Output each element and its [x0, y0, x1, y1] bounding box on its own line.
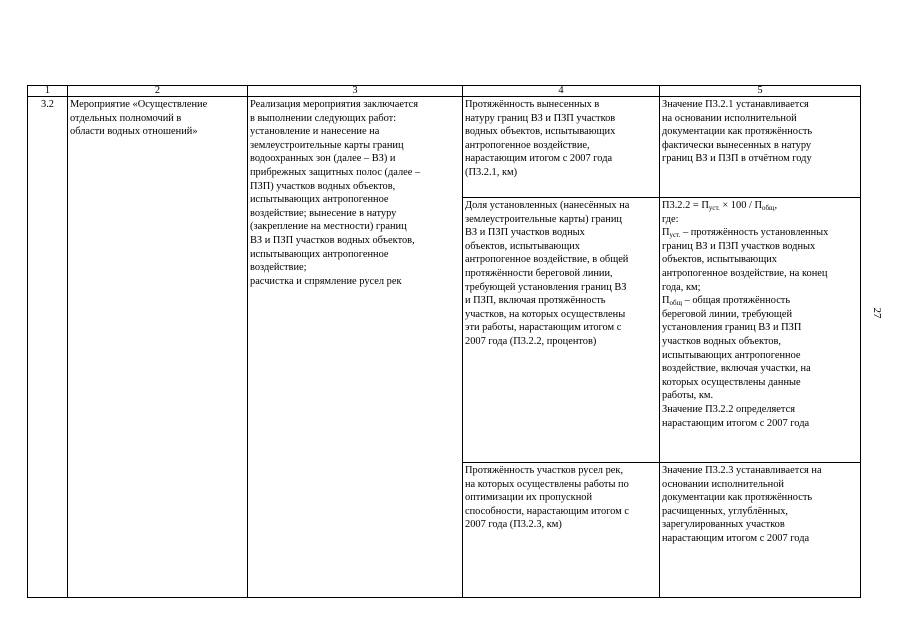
indicator-method: Значение П3.2.3 устанавливается на основании исполнительной документации как протяжённость расчищенных, углублённых, зарегулированных участков нарастающим итогом с 2007 года [662, 465, 822, 544]
implementation-text: Реализация мероприятия заключается в выполнении следующих работ: установление и нанесение на землеустроительные карты границ водоохранных зон (далее – ВЗ) и прибрежных защитных полос (далее – ПЗП) участков водных объектов, испытывающих антропогенное воздействие; вынесение в натуру (закрепление на местности) границ ВЗ и ПЗП участков водных объектов, испытывающих антропогенное воздействие; расчистка и спрямление русел рек [250, 99, 421, 287]
definition-text: – протяжённость установленных границ ВЗ и ПЗП участков водных объектов, испытывающих антропогенное воздействие, на конец года, км; [662, 227, 829, 293]
definition-subscript: общ [669, 299, 682, 308]
formula-part: , [774, 200, 778, 211]
indicator-name-cell [463, 463, 660, 598]
indicator-name-cell [463, 97, 660, 198]
formula-where: где: [662, 213, 679, 225]
indicator-method-cell [660, 463, 861, 598]
formula [662, 199, 858, 213]
column-number: 2 [68, 86, 248, 97]
column-number: 1 [28, 86, 68, 97]
indicator-name: Протяжённость участков русел рек, на которых осуществлены работы по оптимизации их пропускной способности, нарастающим итогом с 2007 года (П3.2.3, км) [465, 465, 629, 531]
indicator-name: Доля установленных (нанесённых на землеустроительные карты) границ ВЗ и ПЗП участков водных объектов, испытывающих антропогенное воздействие, в общей протяжённости береговой линии, требующей установления границ ВЗ и ПЗП, включая протяжённость участков, на которых осуществлены эти работы, нарастающим итогом с 2007 года (П3.2.2, процентов) [465, 200, 630, 347]
formula-subscript: уст. [708, 204, 720, 212]
column-number: 3 [248, 86, 463, 97]
indicator-method: Значение П3.2.1 устанавливается на основании исполнительной документации как протяжённость фактически вынесенных в натуру границ ВЗ и ПЗП в отчётном году [662, 99, 813, 165]
formula-definition [662, 226, 858, 294]
row-number: 3.2 [41, 99, 54, 110]
indicators-table [27, 85, 861, 598]
row-number-cell [28, 97, 68, 598]
implementation-cell [248, 97, 463, 598]
column-number: 5 [660, 86, 861, 97]
activity-cell [68, 97, 248, 598]
column-number: 4 [463, 86, 660, 97]
formula-part: × 100 / П [719, 200, 762, 211]
column-number-row [28, 86, 861, 97]
indicator-note: Значение П3.2.2 определяется нарастающим итогом с 2007 года [662, 403, 810, 429]
formula-definition [662, 294, 858, 403]
table-row [28, 97, 861, 198]
formula-part: П3.2.2 = П [662, 200, 709, 211]
definition-symbol: П [662, 295, 670, 307]
definition-text: – общая протяжённость береговой линии, требующей установления границ ВЗ и ПЗП участков водных объектов, испытывающих антропогенное воздействие, включая участки, на которых осуществлены данные работы, км. [662, 295, 811, 402]
page-number: 27 [871, 307, 883, 319]
indicator-name-cell [463, 198, 660, 463]
indicator-name: Протяжённость вынесенных в натуру границ ВЗ и ПЗП участков водных объектов, испытывающих антропогенное воздействие, нарастающим итогом с 2007 года (П3.2.1, км) [465, 99, 616, 178]
definition-subscript: уст. [669, 231, 681, 240]
indicator-method-cell [660, 97, 861, 198]
definition-symbol: П [662, 227, 670, 239]
formula-subscript: общ [761, 204, 775, 212]
activity-text: Мероприятие «Осуществление отдельных полномочий в области водных отношений» [70, 99, 208, 138]
indicator-method-cell [660, 198, 861, 463]
